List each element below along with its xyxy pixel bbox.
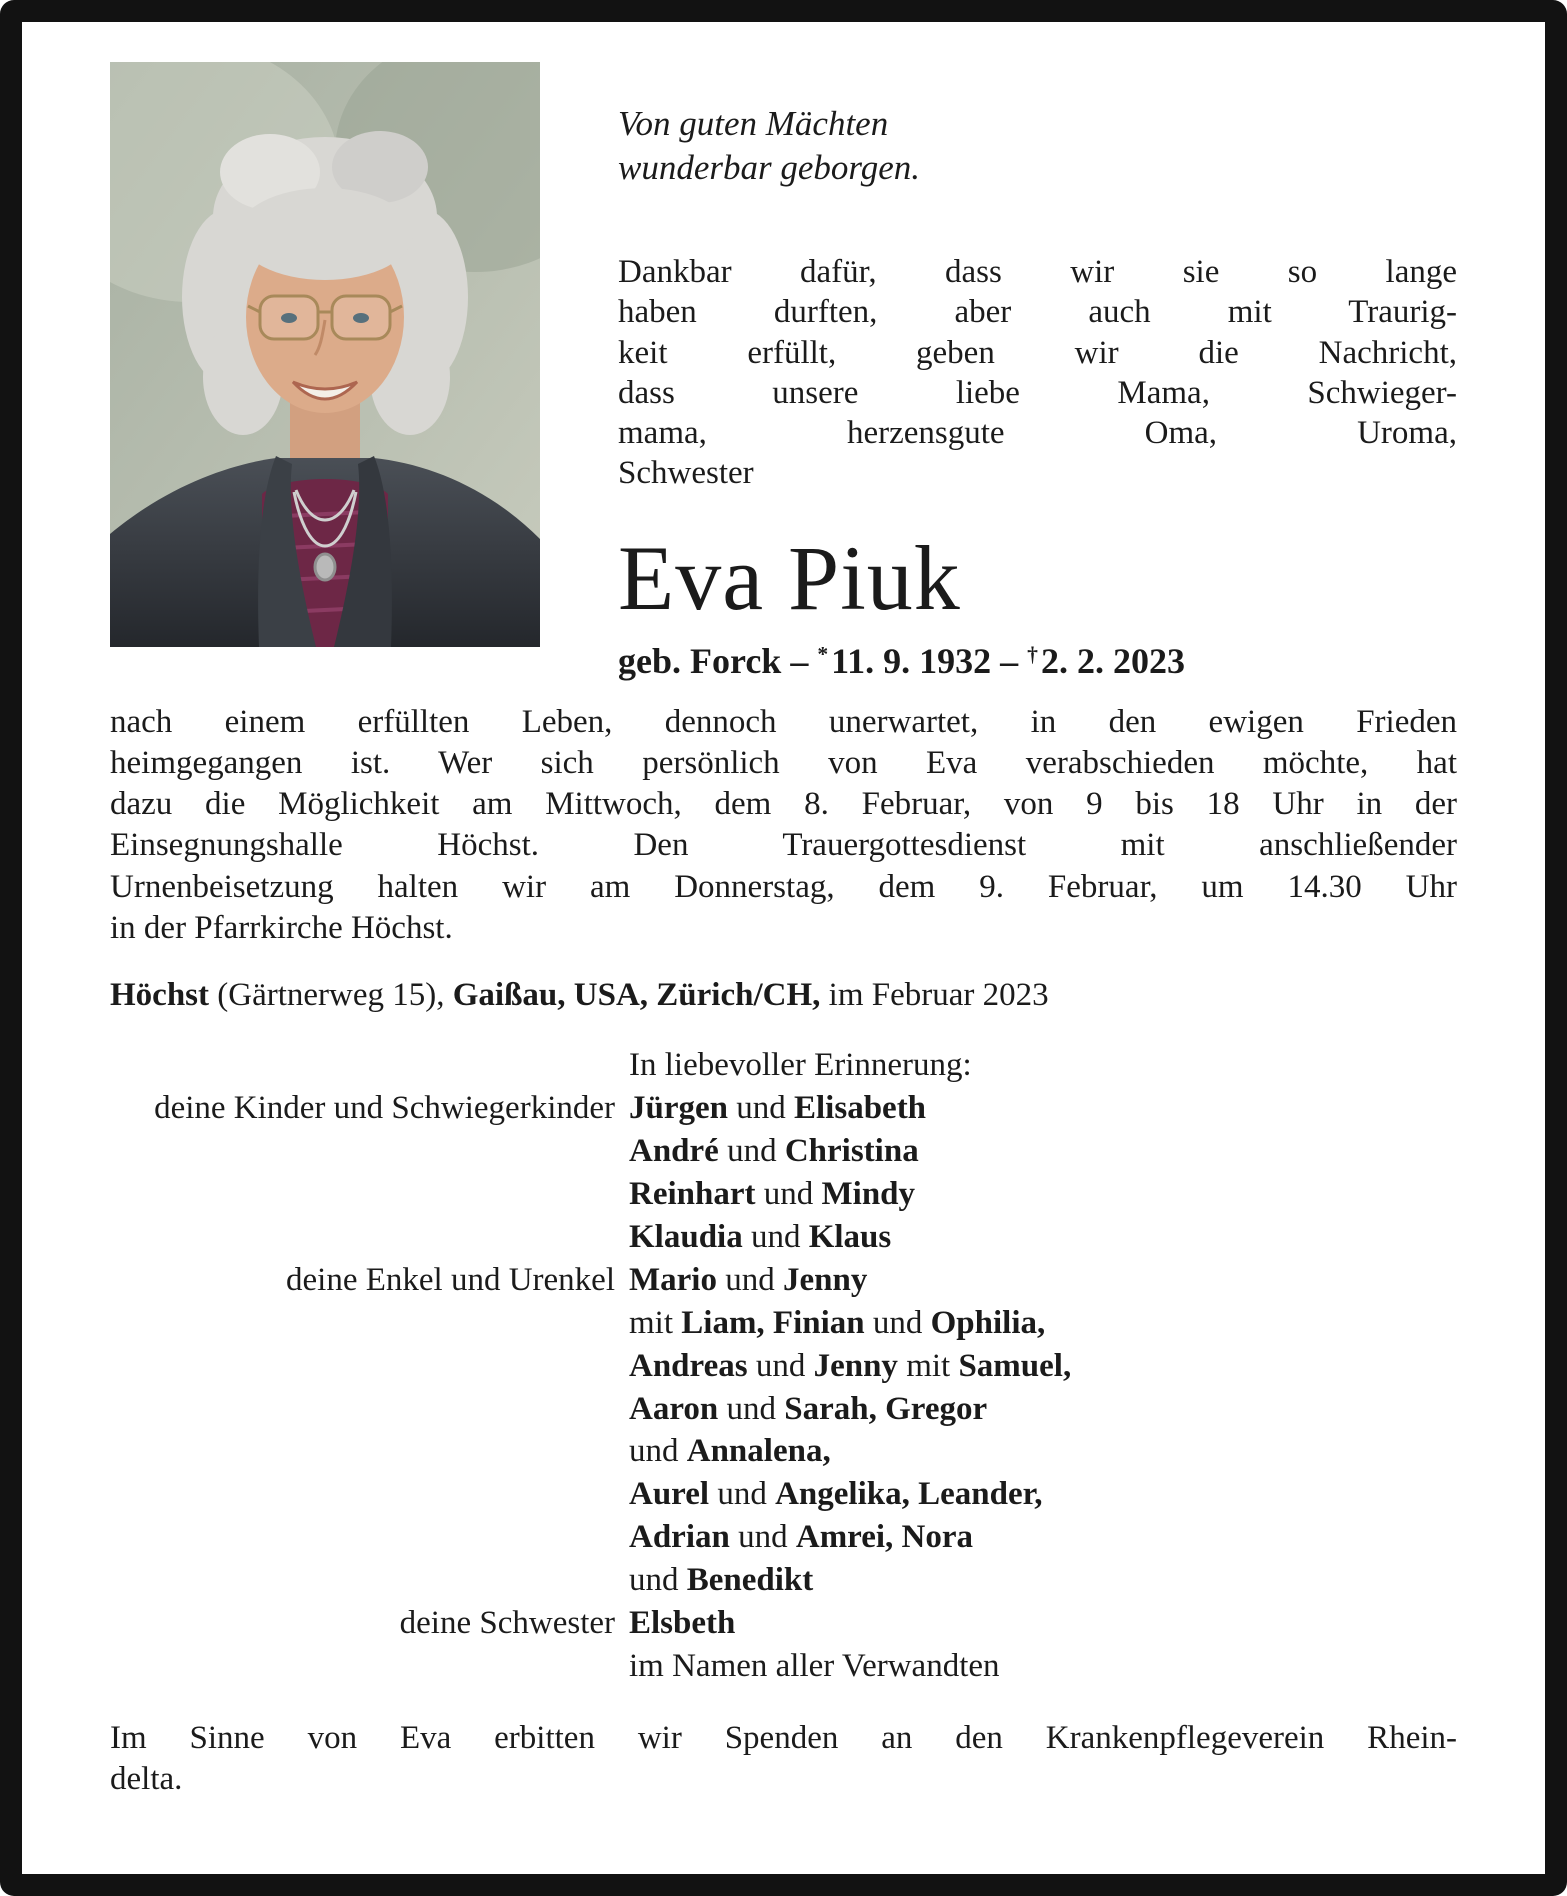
memorial-names-line (629, 1516, 1457, 1559)
name-text: Jürgen (629, 1090, 728, 1127)
memorial-names-line (629, 1388, 1457, 1431)
text-line: haben durften, aber auch mit Traurig- (618, 294, 1457, 331)
memorial-names-line (629, 1602, 1457, 1645)
name-text: Benedikt (686, 1562, 814, 1599)
connector-text: im Februar 2023 (820, 977, 1049, 1014)
name-text: Liam, Finian (681, 1304, 865, 1341)
memorial-relation-label: deine Schwester (399, 1605, 615, 1642)
text-line: Urnenbeisetzung halten wir am Donnerstag, dem 9. Februar, um 14.30 Uhr (110, 868, 1457, 905)
connector-text: im Namen aller Verwandten (629, 1647, 1000, 1684)
name-text: Angelika, Leander, (775, 1476, 1043, 1513)
connector-text: und (629, 1433, 687, 1470)
name-text: Jenny (813, 1347, 898, 1384)
memorial-relation-label (110, 1473, 615, 1516)
memorial-names-line (629, 1216, 1457, 1259)
name-text: Höchst (110, 977, 209, 1014)
name-text: Samuel, (958, 1347, 1072, 1384)
memorial-relation-label (110, 1430, 615, 1473)
name-text: Aurel (629, 1476, 710, 1513)
location-date-line (110, 975, 1457, 1016)
hair-fringe (237, 188, 413, 280)
remembrance-heading: In liebevoller Erinnerung: (629, 1047, 972, 1084)
connector-text: (Gärtnerweg 15), (209, 977, 453, 1014)
memorial-names-line (629, 1302, 1457, 1345)
memorial-relation-label: deine Kinder und Schwiegerkinder (154, 1090, 615, 1127)
connector-text: und (709, 1476, 776, 1513)
name-text: Klaus (808, 1219, 892, 1255)
name-text: Aaron (629, 1390, 719, 1427)
text-line: Im Sinne von Eva erbitten wir Spenden an den Krankenpflegeverein Rhein- (110, 1719, 1457, 1756)
memorial-label-spacer (110, 1044, 615, 1087)
connector-text: und (747, 1347, 814, 1384)
name-text: Jenny (782, 1261, 868, 1298)
memorial-relation-label (110, 1345, 615, 1388)
deceased-name: Eva Piuk (618, 526, 961, 629)
name-text: Christina (784, 1133, 919, 1170)
birth-date: 11. 9. 1932 – (831, 640, 1028, 681)
birth-star-symbol: * (817, 641, 829, 666)
memorial-grid (110, 1044, 1457, 1687)
text-line: keit erfüllt, geben wir die Nachricht, (618, 334, 1457, 371)
death-date: 2. 2. 2023 (1040, 640, 1185, 681)
memorial-relation-label (110, 1302, 615, 1345)
text-line: in der Pfarrkirche Höchst. (110, 909, 453, 946)
name-text: Klaudia (629, 1219, 743, 1255)
memorial-relation-label (110, 1130, 615, 1173)
connector-text: und (729, 1519, 796, 1556)
memorial-section (110, 1044, 1457, 1687)
text-line: wunderbar geborgen. (618, 148, 921, 188)
portrait-photo (110, 62, 540, 647)
memorial-relation-label: deine Enkel und Urenkel (286, 1261, 615, 1298)
maiden-name-text: geb. Forck – (618, 640, 818, 681)
memorial-relation-label (110, 1388, 615, 1431)
name-text: Annalena, (686, 1433, 831, 1470)
memorial-names-line (629, 1087, 1457, 1130)
name-text: Reinhart (629, 1176, 756, 1213)
memorial-relation-label (110, 1173, 615, 1216)
text-line: mama, herzensgute Oma, Uroma, (618, 415, 1457, 452)
memorial-relation-label (110, 1216, 615, 1259)
text-line: Einsegnungshalle Höchst. Den Trauergottesdienst mit anschließender (110, 827, 1457, 864)
birth-death-line (618, 640, 1457, 682)
memorial-relation-label (110, 1559, 615, 1602)
connector-text: und (728, 1090, 794, 1127)
memorial-names-line (629, 1173, 1457, 1216)
header-section (110, 62, 1457, 682)
text-line: nach einem erfüllten Leben, dennoch unerwartet, in den ewigen Frieden (110, 703, 1457, 740)
announcement-paragraph (110, 702, 1457, 950)
connector-text: und (716, 1261, 783, 1298)
text-line: dass unsere liebe Mama, Schwieger- (618, 374, 1457, 411)
text-line: dazu die Möglichkeit am Mittwoch, dem 8. Februar, von 9 bis 18 Uhr in der (110, 786, 1457, 823)
memorial-names-line (629, 1345, 1457, 1388)
name-text: Adrian (629, 1519, 730, 1556)
donation-note (110, 1718, 1457, 1801)
name-text: Elisabeth (794, 1090, 927, 1127)
portrait-photo-illustration (110, 62, 540, 647)
text-line: Schwester (618, 455, 754, 492)
memorial-names-line (629, 1473, 1457, 1516)
name-text: Mario (629, 1261, 717, 1298)
name-text: Amrei, Nora (795, 1519, 974, 1556)
connector-text: und (864, 1304, 931, 1341)
memorial-relation-label (110, 1516, 615, 1559)
connector-text: mit (629, 1304, 682, 1341)
name-text: Gaißau, USA, Zürich/CH, (452, 977, 821, 1014)
memorial-names-line (629, 1645, 1457, 1688)
connector-text: und (742, 1219, 809, 1255)
text-line: delta. (110, 1761, 183, 1798)
intro-paragraph (618, 252, 1457, 494)
connector-text: und (718, 1133, 785, 1170)
name-text: Ophilia, (930, 1304, 1046, 1341)
connector-text: und (718, 1390, 785, 1427)
memorial-names-line (629, 1130, 1457, 1173)
connector-text: und (629, 1562, 687, 1599)
text-line: Von guten Mächten (618, 104, 889, 143)
name-text: Mindy (821, 1176, 916, 1213)
death-cross-symbol: † (1027, 641, 1038, 666)
memorial-names-line (629, 1259, 1457, 1302)
memorial-names-line (629, 1430, 1457, 1473)
name-text: Sarah, Gregor (784, 1390, 988, 1427)
connector-text: mit (897, 1347, 959, 1384)
opening-quote (618, 102, 1457, 190)
memorial-relation-label (110, 1645, 615, 1688)
intro-column (618, 62, 1457, 682)
name-text: André (629, 1133, 719, 1170)
name-text: Elsbeth (629, 1605, 736, 1642)
memorial-names-line (629, 1559, 1457, 1602)
text-line: heimgegangen ist. Wer sich persönlich von Eva verabschieden möchte, hat (110, 744, 1457, 781)
text-line: Dankbar dafür, dass wir sie so lange (618, 254, 1457, 291)
connector-text: und (755, 1176, 822, 1213)
name-text: Andreas (629, 1347, 748, 1384)
